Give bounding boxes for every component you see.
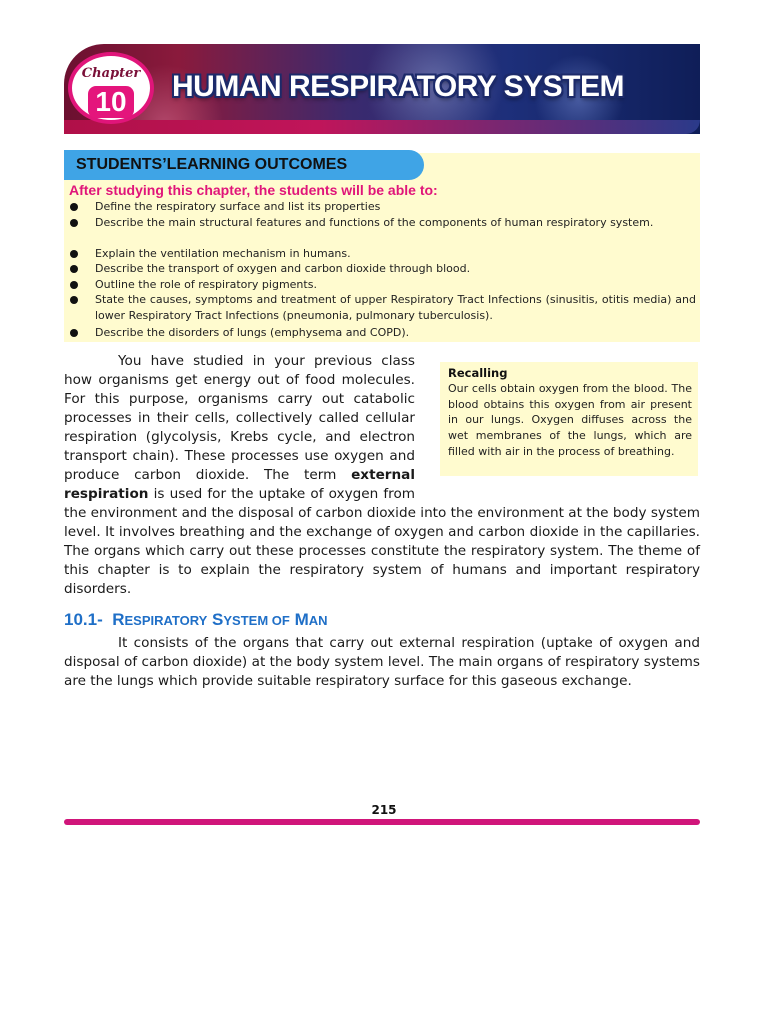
bullet-icon [70, 219, 78, 227]
intro-paragraph: You have studied in your previous class how organisms get energy out of food molecules. For this purpose, organisms carry out catabolic processes in their cells, collectively called cellular respiration (glycolysis, Krebs cycle, and electron transport chain). These processes use oxygen and produce carbon dioxide. The term external respiration is used for the uptake of oxygen from the environment and the disposal of carbon dioxide into the environment at the body system level. It involves breathing and the exchange of oxygen and carbon dioxide in the capillaries. The organs which carry out these processes constitute the respiratory system. The theme of this chapter is to explain the respiratory system of humans and important respiratory disorders. [64, 353, 700, 597]
learning-outcomes-heading-text: STUDENTS’LEARNING OUTCOMES [76, 156, 348, 173]
recalling-title: Recalling [448, 366, 508, 380]
bullet-icon [70, 265, 78, 273]
banner-bottom-stripe [64, 120, 700, 134]
footer-rule [64, 819, 700, 825]
chapter-number: 10 [88, 86, 134, 118]
key-term: external respiration [64, 467, 415, 502]
bullet-icon [70, 250, 78, 258]
bullet-icon [70, 296, 78, 304]
recalling-text: Our cells obtain oxygen from the blood. The blood obtains this oxygen from air present in our lungs. Oxygen diffuses across the wet membranes of the lungs, which are filled with air in the process of breathing. [448, 382, 692, 458]
learning-outcomes-intro: After studying this chapter, the students will be able to: [69, 182, 438, 198]
bullet-icon [70, 203, 78, 211]
section-paragraph: It consists of the organs that carry out external respiration (uptake of oxygen and disposal of carbon dioxide) at the body system level. The main organs of respiratory systems are the lungs which provide suitable respiratory surface for this gaseous exchange. [64, 635, 700, 689]
learning-outcomes-heading [64, 150, 424, 180]
recall-box-spacer [415, 352, 700, 486]
page-number: 215 [371, 803, 397, 817]
bullet-icon [70, 329, 78, 337]
section-heading: 10.1- RESPIRATORY SYSTEM OF MAN [64, 610, 328, 629]
chapter-title: HUMAN RESPIRATORY SYSTEM [172, 70, 624, 103]
bullet-icon [70, 281, 78, 289]
chapter-badge [68, 52, 154, 124]
chapter-label: Chapter [81, 66, 141, 81]
